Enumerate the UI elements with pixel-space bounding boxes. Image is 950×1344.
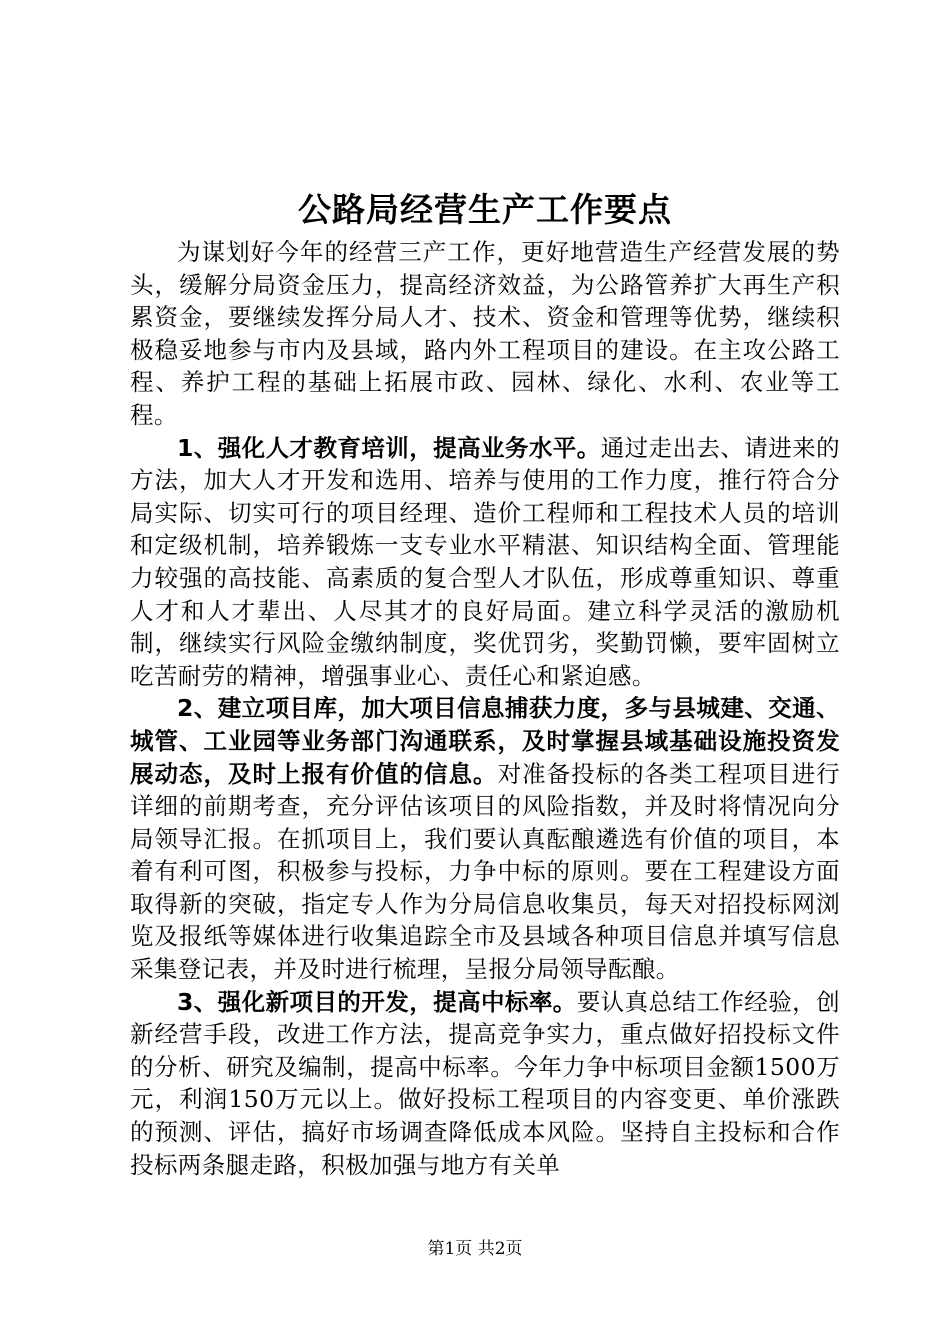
section-3-body: 要认真总结工作经验，创新经营手段，改进工作方法，提高竞争实力，重点做好招投标文件的分析、研究及编制，提高中标率。今年力争中标项目金额1500万元，利润150万元以上。做好投标工程项目的内容变更、单价涨跌的预测、评估，搞好市场调查降低成本风险。坚持自主投标和合作投标两条腿走路，积极加强与地方有关单 xyxy=(130,987,840,1179)
document-title: 公路局经营生产工作要点 xyxy=(298,190,672,229)
section-3-heading: 3、强化新项目的开发，提高中标率。 xyxy=(177,987,577,1016)
section-1-paragraph xyxy=(130,432,840,693)
section-1-heading: 1、强化人才教育培训，提高业务水平。 xyxy=(177,433,601,462)
section-1-body: 通过走出去、请进来的方法，加大人才开发和选用、培养与使用的工作力度，推行符合分局实际、切实可行的项目经理、造价工程师和工程技术人员的培训和定级机制，培养锻炼一支专业水平精湛、知识结构全面、管理能力较强的高技能、高素质的复合型人才队伍，形成尊重知识、尊重人才和人才辈出、人尽其才的良好局面。建立科学灵活的激励机制，继续实行风险金缴纳制度，奖优罚劣，奖勤罚懒，要牢固树立吃苦耐劳的精神，增强事业心、责任心和紧迫感。 xyxy=(130,433,840,690)
intro-paragraph: 为谋划好今年的经营三产工作，更好地营造生产经营发展的势头，缓解分局资金压力，提高经济效益，为公路管养扩大再生产积累资金，要继续发挥分局人才、技术、资金和管理等优势，继续积极稳妥地参与市内及县域，路内外工程项目的建设。在主攻公路工程、养护工程的基础上拓展市政、园林、绿化、水利、农业等工程。 xyxy=(130,238,840,429)
page-footer: 第1页 共2页 xyxy=(427,1239,523,1259)
section-3-paragraph xyxy=(130,986,840,1182)
document-page xyxy=(130,188,840,1181)
section-2-heading: 2、建立项目库，加大项目信息捕获力度，多与县城建、交通、城管、工业园等业务部门沟通联系，及时掌握县域基础设施投资发展动态，及时上报有价值的信息。 xyxy=(130,694,840,788)
section-2-body: 对准备投标的各类工程项目进行详细的前期考查，充分评估该项目的风险指数，并及时将情况向分局领导汇报。在抓项目上，我们要认真酝酿遴选有价值的项目，本着有利可图，积极参与投标，力争中标的原则。要在工程建设方面取得新的突破，指定专人作为分局信息收集员，每天对招投标网浏览及报纸等媒体进行收集追踪全市及县域各种项目信息并填写信息采集登记表，并及时进行梳理，呈报分局领导酝酿。 xyxy=(130,759,841,984)
section-2-paragraph xyxy=(130,692,840,985)
